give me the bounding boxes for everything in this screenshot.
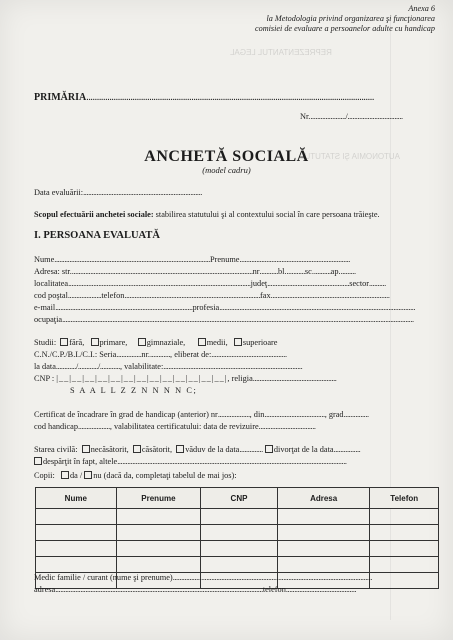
studii-label: Studii: xyxy=(34,338,57,347)
cod-postal-field[interactable]: .................... xyxy=(67,291,102,300)
table-cell[interactable] xyxy=(370,573,439,589)
act-eliberat-field[interactable]: ............................................. xyxy=(211,350,287,359)
studii-superioare-checkbox[interactable] xyxy=(234,338,242,346)
nr-field[interactable]: ...................../................................. xyxy=(310,112,403,121)
column-header-cnp: CNP xyxy=(201,488,278,509)
copii-da-checkbox[interactable] xyxy=(61,471,69,479)
table-row xyxy=(36,525,439,541)
table-cell[interactable] xyxy=(116,525,201,541)
adresa-sc-label: sc. xyxy=(304,267,314,276)
telefon-label: telefon xyxy=(101,291,125,300)
annex-line2: la Metodologia privind organizarea şi funcţionarea xyxy=(266,14,435,23)
despartit-checkbox[interactable] xyxy=(34,457,42,465)
medic-telefon-label: telefon xyxy=(262,585,286,594)
primaria-label: PRIMĂRIA xyxy=(34,92,87,103)
studii-fara-label: fără, xyxy=(69,338,85,347)
data-revizuire-field[interactable]: .................................. xyxy=(258,422,316,431)
la-data-field[interactable]: ............/............/............ xyxy=(55,362,120,371)
religia-label: , religia xyxy=(227,374,253,383)
nr-row xyxy=(300,112,403,121)
page-title: ANCHETĂ SOCIALĂ xyxy=(144,148,309,165)
adresa-bl-label: bl. xyxy=(277,267,287,276)
ocupatia-row xyxy=(34,315,414,324)
judet-label: judeţ xyxy=(250,279,268,288)
studii-medii-label: medii, xyxy=(206,338,228,347)
stare-civila-label: Starea civilă: xyxy=(34,445,78,454)
column-header-adresa: Adresa xyxy=(277,488,370,509)
cod-postal-row xyxy=(34,291,390,300)
valabilitate-field[interactable]: ................................................................................... xyxy=(163,362,303,371)
divortat-checkbox[interactable] xyxy=(265,445,273,453)
divortat-label: divorţat de la data xyxy=(273,445,334,454)
vaduv-date-field[interactable]: .............. xyxy=(239,445,263,454)
section-persoana-evaluata: I. PERSOANA EVALUATĂ xyxy=(34,230,160,241)
stare-civila-row-2 xyxy=(34,457,347,466)
table-cell[interactable] xyxy=(201,541,278,557)
table-cell[interactable] xyxy=(201,509,278,525)
table-row xyxy=(36,557,439,573)
copii-nu-label: nu (dacă da, completaţi tabelul de mai jos): xyxy=(93,471,237,480)
certificat-grad-field[interactable]: ............... xyxy=(343,410,369,419)
necasatorit-label: necăsătorit, xyxy=(90,445,129,454)
data-evaluarii-label: Data evaluării: xyxy=(34,188,84,197)
studii-row xyxy=(34,338,277,347)
medic-label: Medic familie / curant (nume şi prenume) xyxy=(34,573,173,582)
certificat-din-field[interactable]: .................................... xyxy=(264,410,325,419)
studii-gimnaziale-checkbox[interactable] xyxy=(138,338,146,346)
table-cell[interactable] xyxy=(116,557,201,573)
telefon-field[interactable]: ................................................................................. xyxy=(124,291,261,300)
localitatea-row xyxy=(34,279,386,288)
religia-field[interactable]: .................................................. xyxy=(252,374,337,383)
adresa-ap-field[interactable]: ......... xyxy=(340,267,356,276)
adresa-sc-field[interactable]: .......... xyxy=(313,267,331,276)
medic-telefon-field[interactable]: .......................................... xyxy=(285,585,357,594)
bleed-through-text: AUTONOMIA ŞI STATUTUL xyxy=(300,152,401,161)
adresa-bl-field[interactable]: ........... xyxy=(286,267,305,276)
prenume-field[interactable]: .................................................................. xyxy=(239,255,350,264)
table-cell[interactable] xyxy=(370,541,439,557)
table-cell[interactable] xyxy=(201,557,278,573)
la-data-row xyxy=(34,362,302,371)
vaduv-label: văduv de la data xyxy=(185,445,240,454)
table-cell[interactable] xyxy=(370,525,439,541)
certificat-label: Certificat de încadrare în grad de handicap (anterior) nr xyxy=(34,410,218,419)
table-cell[interactable] xyxy=(116,541,201,557)
table-row xyxy=(36,541,439,557)
act-nr-label: nr. xyxy=(141,350,150,359)
certificat-row-2 xyxy=(34,422,316,431)
ocupatia-label: ocupaţia xyxy=(34,315,63,324)
table-cell[interactable] xyxy=(277,525,370,541)
adresa-row xyxy=(34,267,356,276)
certificat-grad-label: , grad xyxy=(324,410,344,419)
page-subtitle: (model cadru) xyxy=(202,165,251,175)
medic-adresa-label: adresa xyxy=(34,585,56,594)
medic-adresa-row xyxy=(34,585,356,594)
certificat-row-1 xyxy=(34,410,369,419)
adresa-nr-field[interactable]: ........... xyxy=(259,267,278,276)
act-seria-field[interactable]: ............... xyxy=(116,350,142,359)
email-row xyxy=(34,303,415,312)
adresa-ap-label: ap. xyxy=(330,267,341,276)
table-cell[interactable] xyxy=(277,557,370,573)
table-row xyxy=(36,509,439,525)
ocupatia-field[interactable]: .................................................................................................................................................................................................................. xyxy=(62,315,414,324)
email-field[interactable]: .................................................................................. xyxy=(55,303,193,312)
altele-field[interactable]: ......................................................................................................................................... xyxy=(117,457,347,466)
sector-field[interactable]: .......... xyxy=(369,279,386,288)
cod-postal-label: cod poştal xyxy=(34,291,68,300)
studii-gimnaziale-label: gimnaziale, xyxy=(146,338,186,347)
nume-row xyxy=(34,255,350,264)
act-eliberat-label: , eliberat de: xyxy=(170,350,212,359)
cod-handicap-field[interactable]: ................... xyxy=(78,422,110,431)
copii-da-label: da / xyxy=(69,471,83,480)
scop-label: Scopul efectuării anchetei sociale: xyxy=(34,210,154,219)
cod-handicap-label: cod handicap xyxy=(34,422,79,431)
cnp-row xyxy=(34,374,336,383)
sector-label: sector xyxy=(349,279,370,288)
act-nr-field[interactable]: ............ xyxy=(149,350,171,359)
necasatorit-checkbox[interactable] xyxy=(82,445,90,453)
table-cell[interactable] xyxy=(277,509,370,525)
table-cell[interactable] xyxy=(201,525,278,541)
primaria-row xyxy=(34,92,374,103)
despartit-label: despărţit în fapt, altele xyxy=(43,457,118,466)
column-header-telefon: Telefon xyxy=(370,488,439,509)
studii-primare-checkbox[interactable] xyxy=(91,338,99,346)
certificat-din-label: , din xyxy=(249,410,265,419)
bleed-through-text: REPREZENTANTUL LEGAL xyxy=(230,48,332,57)
prenume-label: Prenume xyxy=(209,255,240,264)
localitatea-label: localitatea xyxy=(34,279,69,288)
cnp-boxes[interactable]: |__|__|__|__|__|__|__|__|__|__|__|__|__| xyxy=(56,374,228,383)
scop-row xyxy=(34,210,380,219)
table-cell[interactable] xyxy=(370,557,439,573)
cnp-legend: S A A L L Z Z N N N N C; xyxy=(70,386,198,395)
table-cell[interactable] xyxy=(116,509,201,525)
column-header-nume: Nume xyxy=(36,488,117,509)
valabilitate-certificat-label: , valabilitatea certificatului: data de revizuire xyxy=(109,422,259,431)
divortat-date-field[interactable]: ................ xyxy=(333,445,361,454)
studii-fara-checkbox[interactable] xyxy=(60,338,68,346)
primaria-field[interactable]: ......................................................................................................................................... xyxy=(86,92,374,103)
column-header-prenume: Prenume xyxy=(116,488,201,509)
judet-field[interactable]: ................................................. xyxy=(267,279,350,288)
table-header-row xyxy=(36,488,439,509)
cnp-label: CNP : xyxy=(34,374,55,383)
nr-label: Nr. xyxy=(300,112,311,121)
annex-header xyxy=(255,4,435,34)
annex-line3: comisiei de evaluare a persoanelor adulte cu handicap xyxy=(254,24,435,33)
table-cell[interactable] xyxy=(36,541,117,557)
vaduv-checkbox[interactable] xyxy=(176,445,184,453)
profesia-label: profesia xyxy=(192,303,220,312)
studii-primare-label: primare, xyxy=(99,338,128,347)
medic-adresa-field[interactable]: ............................................................................................................................ xyxy=(55,585,263,594)
casatorit-checkbox[interactable] xyxy=(133,445,141,453)
copii-label: Copii: xyxy=(34,471,55,480)
adresa-nr-label: nr xyxy=(252,267,260,276)
nume-label: Nume xyxy=(34,255,55,264)
la-data-label: la data xyxy=(34,362,56,371)
data-evaluarii-row xyxy=(34,188,202,197)
casatorit-label: căsătorit, xyxy=(141,445,173,454)
table-cell[interactable] xyxy=(36,509,117,525)
act-label: C.N./C.P./B.I./C.I.: Seria xyxy=(34,350,117,359)
copii-nu-checkbox[interactable] xyxy=(84,471,92,479)
data-evaluarii-field[interactable]: ....................................................................... xyxy=(83,188,202,197)
act-row xyxy=(34,350,287,359)
profesia-field[interactable]: ..................................................................................................................... xyxy=(219,303,416,312)
medic-row xyxy=(34,573,372,582)
adresa-field[interactable]: ............................................................................................................ xyxy=(71,267,253,276)
nume-field[interactable]: ............................................................................................. xyxy=(54,255,210,264)
studii-medii-checkbox[interactable] xyxy=(198,338,206,346)
studii-superioare-label: superioare xyxy=(242,338,278,347)
stare-civila-row xyxy=(34,445,360,454)
annex-line1: Anexa 6 xyxy=(408,4,435,13)
table-cell[interactable] xyxy=(36,557,117,573)
scop-text: stabilirea statutului şi al contextului social în care persoana trăieşte. xyxy=(155,210,380,219)
table-cell[interactable] xyxy=(370,509,439,525)
medic-field[interactable]: ....................................................................................................................... xyxy=(172,573,372,582)
valabilitate-label: , valabilitate: xyxy=(119,362,164,371)
fax-field[interactable]: ....................................................................... xyxy=(270,291,390,300)
fax-label: fax xyxy=(260,291,271,300)
certificat-nr-field[interactable]: ................... xyxy=(217,410,250,419)
adresa-label: Adresa: str. xyxy=(34,267,72,276)
table-cell[interactable] xyxy=(277,541,370,557)
localitatea-field[interactable]: ............................................................................................................. xyxy=(68,279,251,288)
email-label: e-mail xyxy=(34,303,56,312)
table-cell[interactable] xyxy=(36,525,117,541)
copii-row xyxy=(34,471,237,480)
